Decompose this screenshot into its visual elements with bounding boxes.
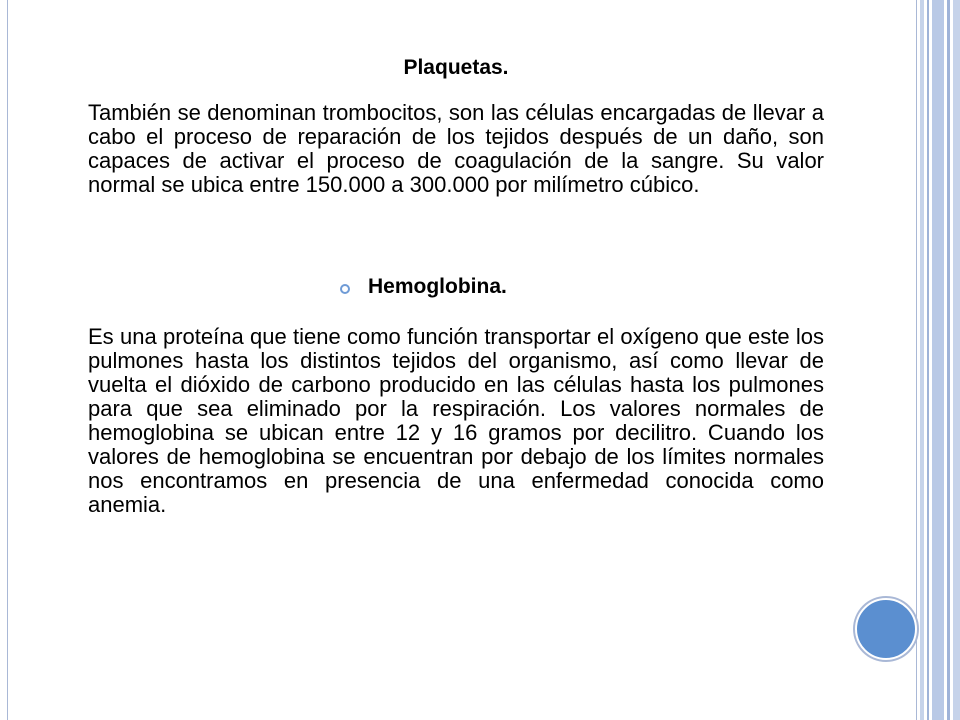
circle-outline-icon [340, 284, 350, 294]
decorative-bar [920, 0, 924, 720]
subheading: Hemoglobina. [368, 275, 507, 298]
section-title: Plaquetas. [403, 56, 509, 79]
decorative-bar [953, 0, 960, 720]
subheading-row [340, 274, 507, 300]
decorative-bar [932, 0, 944, 720]
paragraph-hemoglobina: Es una proteína que tiene como función transportar el oxígeno que este los pulmones hasta los distintos tejidos del organismo, así como llevar de vuelta el dióxido de carbono producido en las células hasta los pulmones para que sea eliminado por la respiración. Los valores normales de hemoglobina se ubican entre 12 y 16 gramos por decilitro. Cuando los valores de hemoglobina se encuentran por debajo de los límites normales nos encontramos en presencia de una enfermedad conocida como anemia. [88, 324, 824, 517]
decorative-bar [916, 0, 917, 720]
decorative-bar [947, 0, 950, 720]
circle-icon [855, 598, 917, 660]
right-decorative-bars [916, 0, 960, 720]
left-border [7, 0, 8, 720]
paragraph-plaquetas: También se denominan trombocitos, son las células encargadas de llevar a cabo el proceso de reparación de los tejidos después de un daño, son capaces de activar el proceso de coagulación de la sangre. Su valor normal se ubica entre 150.000 a 300.000 por milímetro cúbico. [88, 100, 824, 197]
decorative-bar [927, 0, 929, 720]
